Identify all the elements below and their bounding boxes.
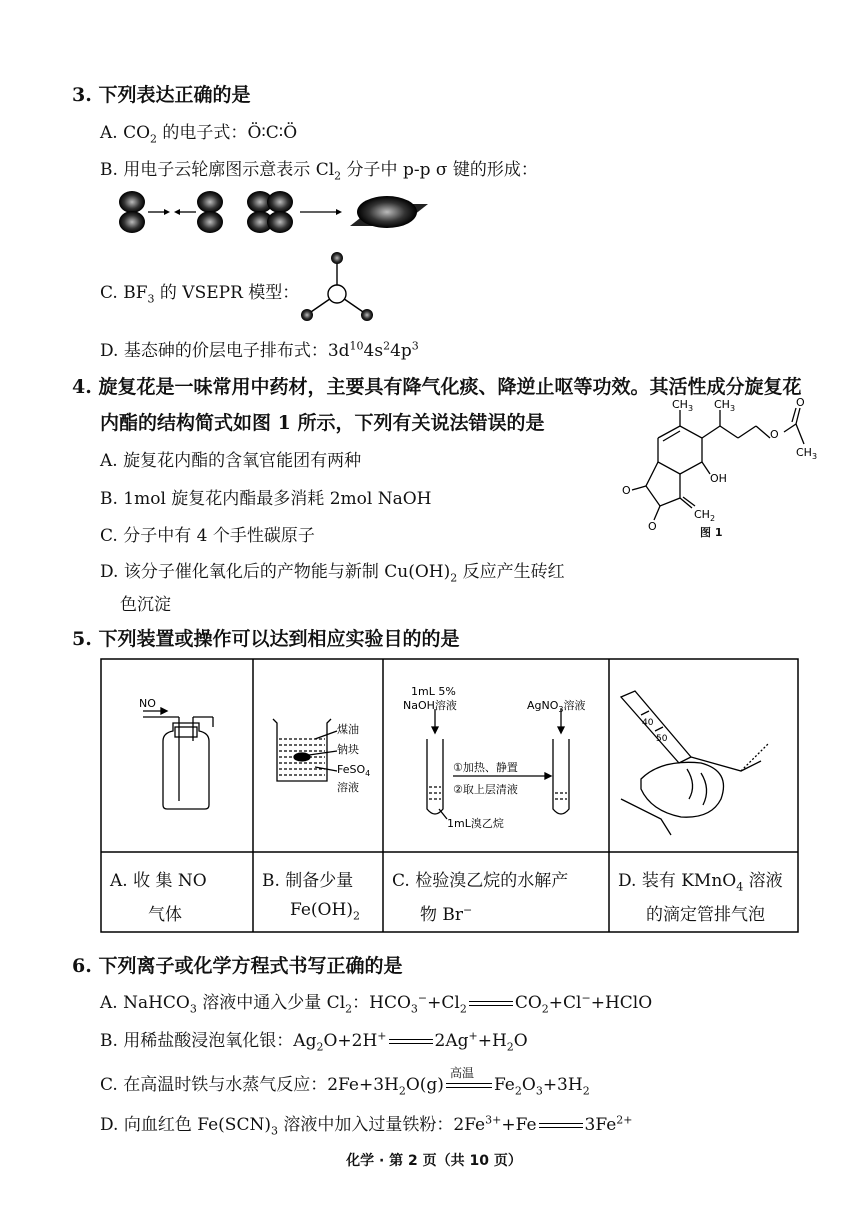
cell-d-line2: 的滴定管排气泡 <box>646 905 765 925</box>
figure-caption: 图 1 <box>700 526 723 539</box>
q4-option-b: B. 1mol 旋复花内酯最多消耗 2mol NaOH <box>100 489 432 509</box>
svg-text:AgNO3溶液: AgNO$_3$溶液 <box>527 699 586 714</box>
burette-hand <box>621 691 769 835</box>
q4-option-a: A. 旋复花内酯的含氧官能团有两种 <box>100 451 362 471</box>
q3-option-a: A. $CO_2$ 的电子式：Ö∶C∶Ö <box>100 123 298 146</box>
cell-b-line2: $Fe(OH)_2$ <box>290 900 360 923</box>
svg-text:②取上层清液: ②取上层清液 <box>453 783 518 796</box>
bf3-vsepr-model <box>300 250 380 326</box>
svg-text:40: 40 <box>642 718 654 728</box>
svg-text:CH3: $CH_3$ <box>796 446 818 461</box>
svg-text:CH3: $CH_3$ <box>714 398 736 413</box>
beaker <box>273 719 337 781</box>
svg-text:O: O <box>622 484 631 497</box>
svg-text:溶液: 溶液 <box>337 781 359 794</box>
cell-c-line1: C. 检验溴乙烷的水解产 <box>392 871 569 891</box>
svg-text:1mL 5%: 1mL 5% <box>411 685 456 698</box>
q3-option-c: C. $BF_3$ 的 VSEPR 模型： <box>100 283 300 306</box>
svg-text:煤油: 煤油 <box>337 723 359 736</box>
q3-stem: 3. 下列表达正确的是 <box>72 84 251 106</box>
svg-text:CH3: $CH_3$ <box>672 398 694 413</box>
svg-text:50: 50 <box>656 734 668 744</box>
p-p-sigma-bond-diagram <box>110 188 440 236</box>
svg-text:O: O <box>648 520 657 533</box>
svg-text:①加热、静置: ①加热、静置 <box>453 761 518 774</box>
cell-b-line1: B. 制备少量 <box>262 871 354 891</box>
q4-stem-line1: 4. 旋复花是一味常用中药材，主要具有降气化痰、降逆止呕等功效。其活性成分旋复花 <box>72 376 802 398</box>
svg-text:O: O <box>796 396 805 409</box>
q6-option-a: A. NaHCO$_3$ 溶液中通入少量 $Cl_2$：$HCO_3^-+Cl_2$ $CO_2+Cl^-+HClO$ <box>100 991 653 1016</box>
equals-sign-b <box>389 1039 433 1044</box>
no-label: NO <box>139 697 156 710</box>
cell-a-line1: A. 收 集 NO <box>110 871 207 891</box>
equals-sign-a <box>469 1001 513 1006</box>
q4-option-d-line2: 色沉淀 <box>120 595 171 615</box>
svg-text:FeSO4: FeSO$_4$ <box>337 763 371 778</box>
q6-option-d: D. 向血红色 $Fe(SCN)_3$ 溶液中加入过量铁粉：$2Fe^{3+}+Fe$ $3Fe^{2+}$ <box>100 1113 633 1138</box>
svg-text:1mL溴乙烷: 1mL溴乙烷 <box>447 817 504 830</box>
cell-d-line1: D. 装有 KMnO$_4$ 溶液 <box>618 871 783 894</box>
svg-text:CH2: $CH_2$ <box>694 508 716 523</box>
co2-electron-formula: Ö∶C∶Ö <box>247 123 298 143</box>
equals-sign-d <box>539 1123 583 1128</box>
equals-sign-c: 高温 <box>446 1083 492 1088</box>
page-footer: 化学 · 第 2 页（共 10 页） <box>346 1153 522 1169</box>
q6-option-b: B. 用稀盐酸浸泡氧化银：$Ag_2O+2H^+$ $2Ag^++H_2O$ <box>100 1029 528 1054</box>
svg-text:O: O <box>770 428 779 441</box>
gas-washing-bottle <box>143 708 213 809</box>
q5-stem: 5. 下列装置或操作可以达到相应实验目的的是 <box>72 628 460 650</box>
cell-c-line2: 物 Br− <box>420 903 473 925</box>
q3-option-d: D. 基态砷的价层电子排布式：$3d^{10}4s^24p^3$ <box>100 339 419 361</box>
cell-a-line2: 气体 <box>148 905 182 925</box>
q4-option-c: C. 分子中有 4 个手性碳原子 <box>100 526 315 546</box>
q6-option-c: C. 在高温时铁与水蒸气反应：$2Fe+3H_2O(g)$ 高温 $Fe_2O_3+3H_2$ <box>100 1066 590 1098</box>
q4-option-d: D. 该分子催化氧化后的产物能与新制 $Cu(OH)_2$ 反应产生砖红 <box>100 562 565 585</box>
svg-text:OH: OH <box>710 472 727 485</box>
q4-stem-line2: 内酯的结构简式如图 1 所示，下列有关说法错误的是 <box>100 412 545 434</box>
q6-stem: 6. 下列离子或化学方程式书写正确的是 <box>72 955 403 977</box>
svg-text:NaOH溶液: NaOH溶液 <box>403 699 457 712</box>
svg-text:钠块: 钠块 <box>337 743 359 756</box>
q3-option-b: B. 用电子云轮廓图示意表示 $Cl_2$ 分子中 p-p σ 键的形成： <box>100 160 538 183</box>
